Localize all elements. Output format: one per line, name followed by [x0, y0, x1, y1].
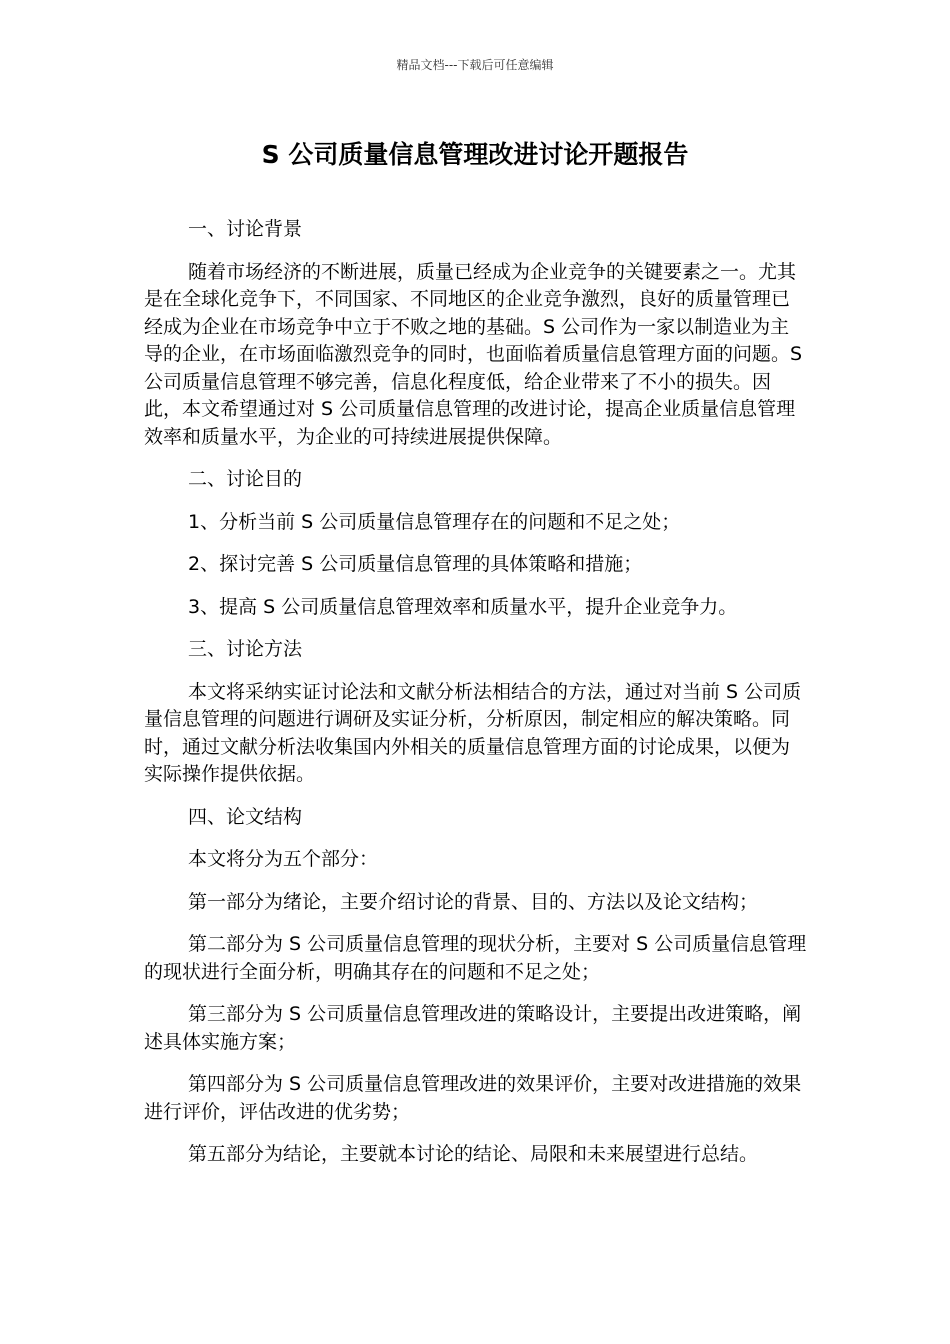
purpose-item: 1、分析当前 S 公司质量信息管理存在的问题和不足之处；	[188, 510, 681, 533]
section-heading-background: 一、讨论背景	[188, 218, 303, 240]
method-paragraph: 本文将采纳实证讨论法和文献分析法相结合的方法，通过对当前 S 公司质量信息管理的问题进行调研及实证分析，分析原因，制定相应的解决策略。同时，通过文献分析法收集国内外相关的质量信息管理方面的讨论成果，以便为实际操作提供依据。	[144, 680, 802, 785]
document-title: S 公司质量信息管理改进讨论开题报告	[261, 140, 689, 169]
background-paragraph: 随着市场经济的不断进展，质量已经成为企业竞争的关键要素之一。尤其是在全球化竞争下，不同国家、不同地区的企业竞争激烈，良好的质量管理已经成为企业在市场竞争中立于不败之地的基础。S 公司作为一家以制造业为主导的企业，在市场面临激烈竞争的同时，也面临着质量信息管理方面的问题。S 公司质量信息管理不够完善，信息化程度低，给企业带来了不小的损失。因此，本文希望通过对 S 公司质量信息管理的改进讨论，提高企业质量信息管理效率和质量水平，为企业的可持续进展提供保障。	[144, 260, 803, 448]
document-body	[144, 216, 808, 1184]
header-note: 精品文档---下载后可任意编辑	[396, 58, 554, 72]
structure-item: 第五部分为结论，主要就本讨论的结论、局限和未来展望进行总结。	[188, 1143, 759, 1165]
section-heading-method: 三、讨论方法	[188, 638, 303, 660]
structure-item: 第一部分为绪论，主要介绍讨论的背景、目的、方法以及论文结构；	[188, 890, 759, 913]
purpose-item: 3、提高 S 公司质量信息管理效率和质量水平，提升企业竞争力。	[188, 595, 738, 618]
section-heading-purpose: 二、讨论目的	[188, 468, 303, 490]
structure-intro: 本文将分为五个部分：	[188, 848, 379, 870]
section-heading-structure: 四、论文结构	[188, 805, 303, 828]
purpose-item: 2、探讨完善 S 公司质量信息管理的具体策略和措施；	[188, 553, 643, 575]
structure-item: 第四部分为 S 公司质量信息管理改进的效果评价，主要对改进措施的效果进行评价，评估改进的优劣势；	[144, 1073, 802, 1123]
structure-item: 第三部分为 S 公司质量信息管理改进的策略设计，主要提出改进策略，阐述具体实施方案；	[144, 1003, 802, 1053]
structure-item: 第二部分为 S 公司质量信息管理的现状分析，主要对 S 公司质量信息管理的现状进行全面分析，明确其存在的问题和不足之处；	[144, 933, 807, 983]
